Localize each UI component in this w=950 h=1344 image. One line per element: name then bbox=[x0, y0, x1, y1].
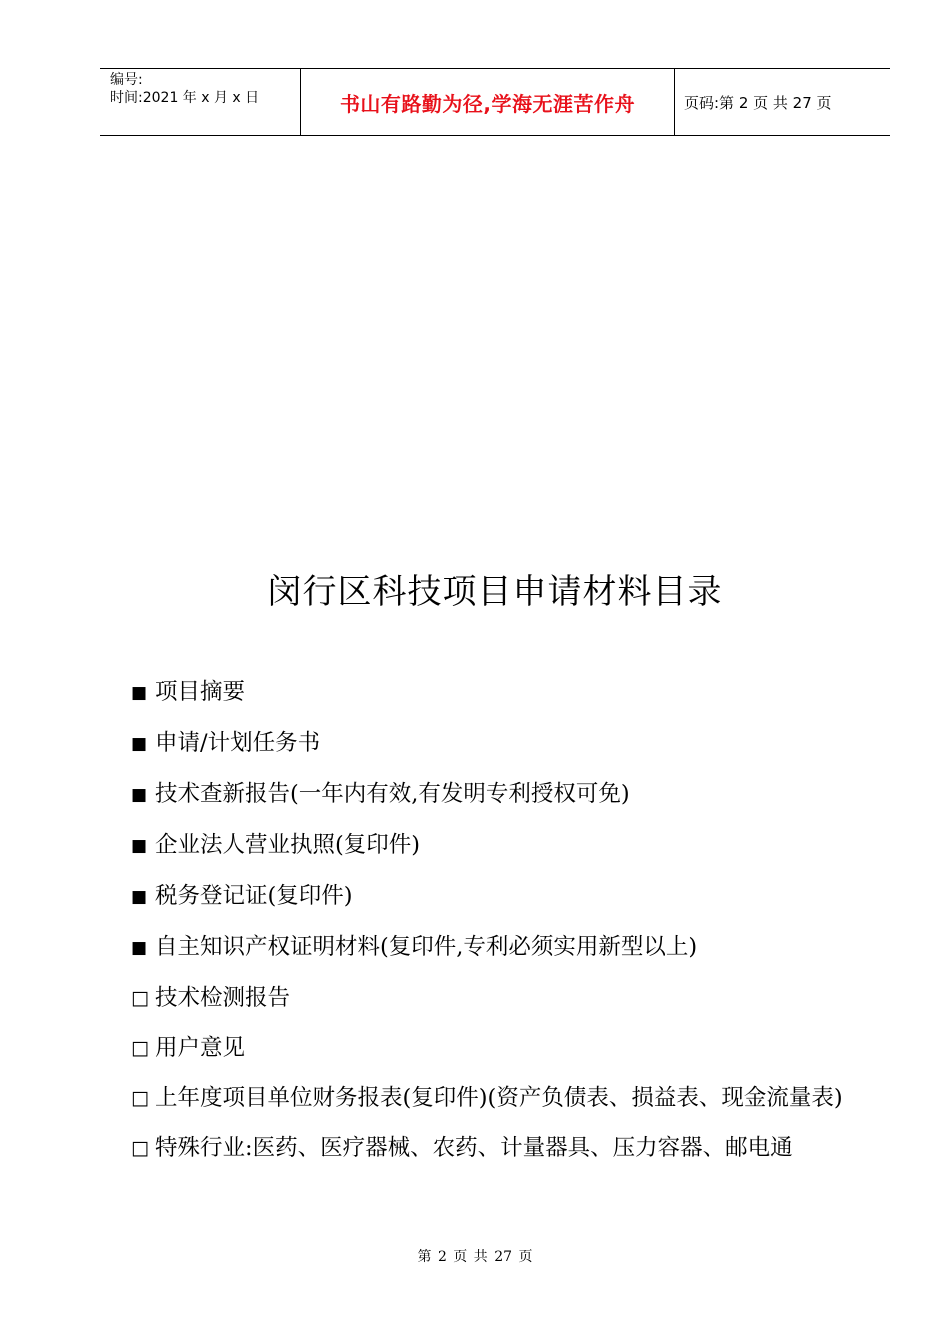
checklist-item-text: 税务登记证(复印件) bbox=[155, 883, 353, 909]
checklist-item-text: 技术检测报告 bbox=[155, 985, 291, 1011]
checklist-item bbox=[131, 1073, 871, 1123]
document-title: 闵行区科技项目申请材料目录 bbox=[267, 572, 723, 612]
checked-box-icon: ■ bbox=[131, 938, 148, 958]
page-footer: 第 2 页 共 27 页 bbox=[417, 1249, 533, 1265]
header-motto bbox=[301, 69, 675, 135]
checklist-item bbox=[131, 1123, 871, 1173]
date-label: 时间:2021 年 x 月 x 日 bbox=[110, 90, 260, 106]
checklist-item bbox=[131, 1023, 871, 1073]
checklist-item bbox=[131, 973, 871, 1023]
checklist-item bbox=[131, 922, 871, 973]
unchecked-box-icon: □ bbox=[131, 1137, 149, 1159]
checked-box-icon: ■ bbox=[131, 734, 148, 754]
checked-box-icon: ■ bbox=[131, 683, 148, 703]
header-page-info bbox=[675, 69, 890, 135]
checklist-item bbox=[131, 667, 871, 718]
checklist-item-text: 技术查新报告(一年内有效,有发明专利授权可免) bbox=[155, 781, 630, 807]
unchecked-box-icon: □ bbox=[131, 1037, 149, 1059]
checklist-item-text: 自主知识产权证明材料(复印件,专利必须实用新型以上) bbox=[155, 934, 698, 960]
checklist-item bbox=[131, 820, 871, 871]
checked-box-icon: ■ bbox=[131, 887, 148, 907]
motto-text: 书山有路勤为径,学海无涯苦作舟 bbox=[339, 91, 636, 116]
checklist-item bbox=[131, 718, 871, 769]
unchecked-box-icon: □ bbox=[131, 987, 149, 1009]
checked-box-icon: ■ bbox=[131, 836, 148, 856]
checklist-item-text: 用户意见 bbox=[155, 1035, 246, 1061]
materials-checklist bbox=[131, 667, 871, 1173]
checklist-item-text: 申请/计划任务书 bbox=[155, 730, 321, 756]
serial-number-label: 编号: bbox=[110, 72, 143, 88]
checked-box-icon: ■ bbox=[131, 785, 148, 805]
header-meta bbox=[100, 69, 301, 135]
checklist-item bbox=[131, 769, 871, 820]
checklist-item-text: 上年度项目单位财务报表(复印件)(资产负债表、损益表、现金流量表) bbox=[155, 1085, 843, 1111]
checklist-item-text: 项目摘要 bbox=[155, 679, 246, 705]
checklist-item bbox=[131, 871, 871, 922]
checklist-item-text: 企业法人营业执照(复印件) bbox=[155, 832, 421, 858]
page-header bbox=[100, 68, 890, 136]
page-info-text: 页码:第 2 页 共 27 页 bbox=[684, 93, 832, 112]
unchecked-box-icon: □ bbox=[131, 1087, 149, 1109]
checklist-item-text: 特殊行业:医药、医疗器械、农药、计量器具、压力容器、邮电通 bbox=[155, 1135, 793, 1161]
